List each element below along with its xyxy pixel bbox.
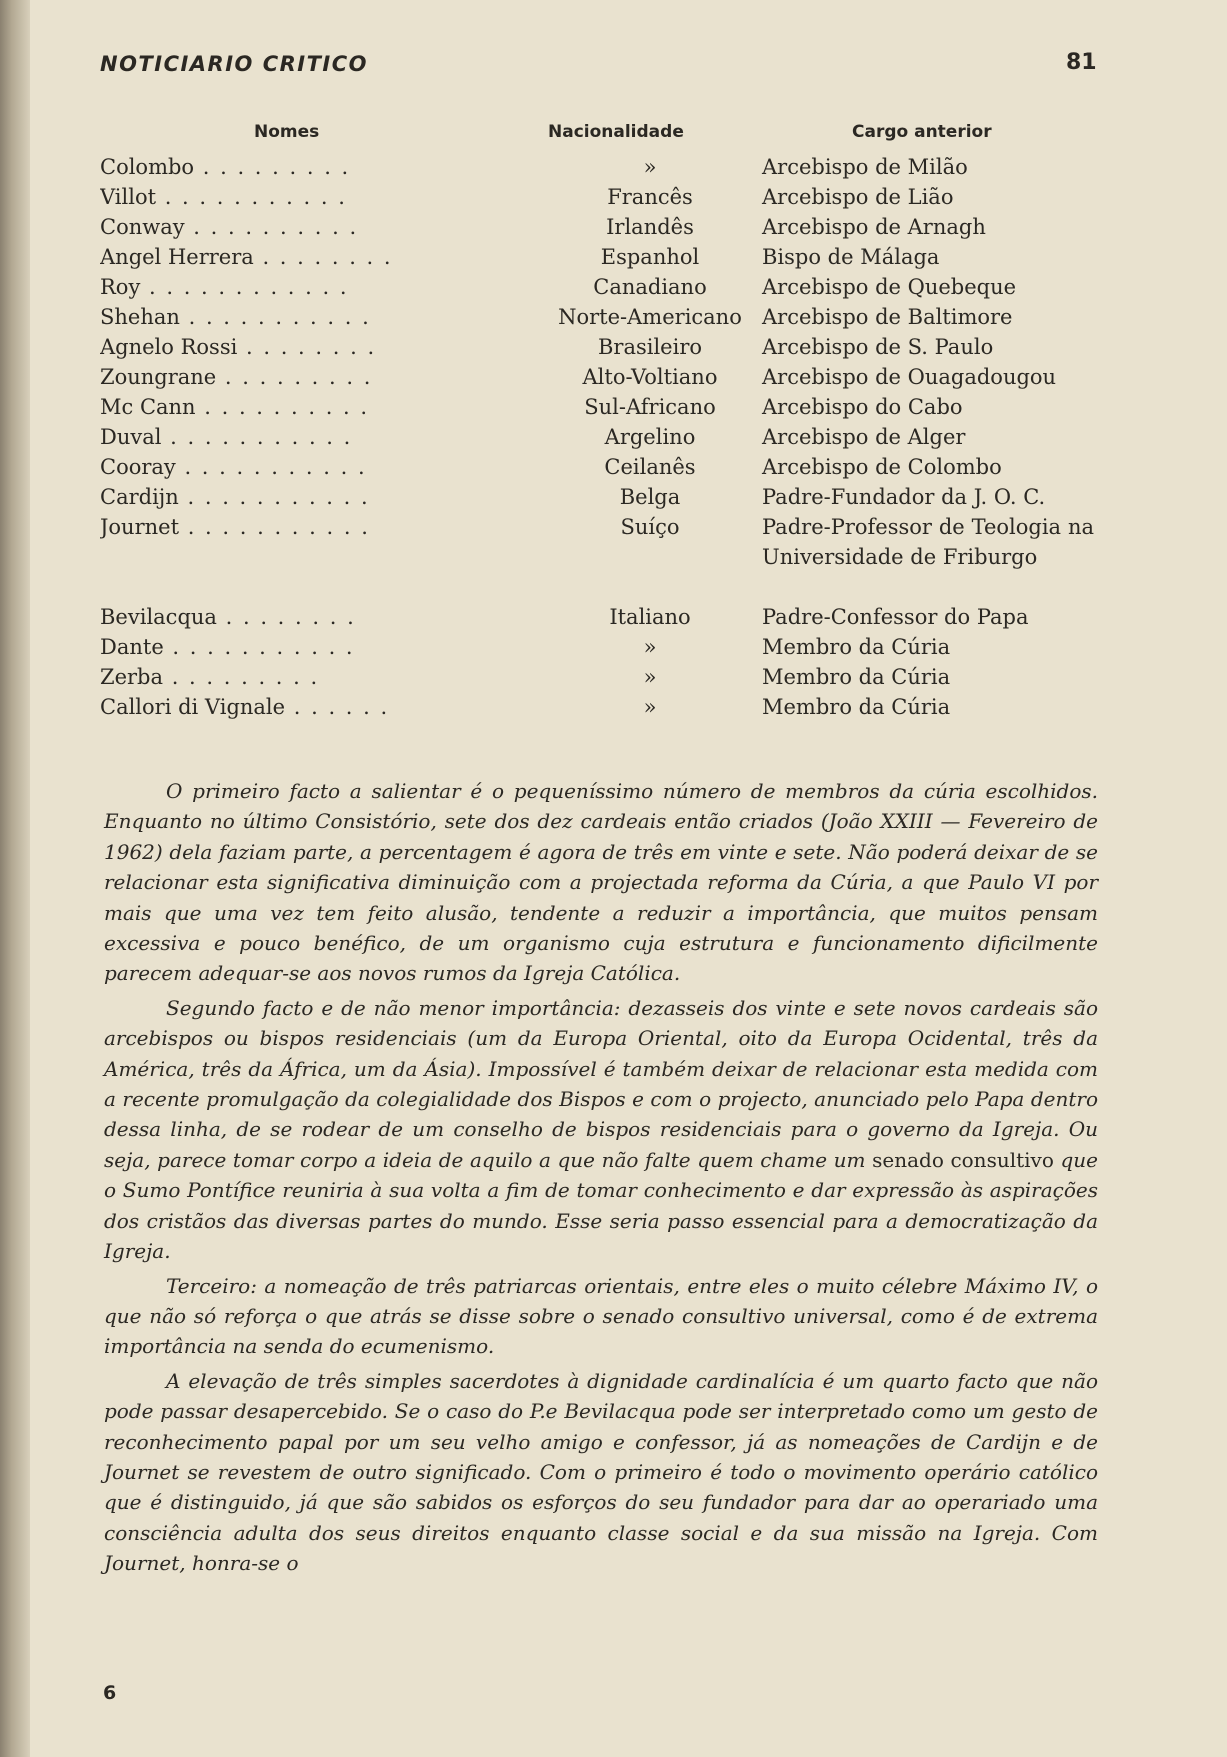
leader-dots: . . . . . . . . . . . . [140, 275, 349, 299]
paragraph-fourth-fact: A elevação de três simples sacerdotes à dignidade cardinalícia é um quarto facto que não pode passar desapercebido. Se o caso do P.e Bevilacqua pode ser interpretado como um gesto de reconhecimento papal por um seu velho amigo e confessor, já as nomeações de Cardijn e de Journet se revestem de outro significado. Com o primeiro é todo o movimento operário católico que é distinguido, já que são sabidos os esforços do seu fundador para dar ao operariado uma consciência adulta dos seus direitos enquanto classe social e da sua missão na Igreja. Com Journet, honra-se o [104, 1368, 1098, 1576]
leader-dots: . . . . . . . . . [216, 365, 373, 389]
cardinal-name: Zerba [100, 665, 164, 689]
cardinal-name: Villot [100, 185, 157, 209]
leader-dots: . . . . . . . . . . . [161, 425, 353, 449]
leader-dots: . . . . . . . . . . . [179, 305, 371, 329]
leader-dots: . . . . . . . . [237, 335, 377, 359]
cardinal-nationality: Ceilanês [604, 455, 696, 479]
cardinal-name: Mc Cann [100, 395, 196, 419]
cardinal-previous-role: Arcebispo de Colombo [762, 455, 1002, 479]
cardinal-name: Dante [100, 635, 164, 659]
leader-dots: . . . . . . . . . . [184, 215, 359, 239]
column-header-nationality: Nacionalidade [548, 122, 684, 142]
cardinal-nationality: » [643, 695, 657, 719]
cardinal-previous-role: Arcebispo de Alger [762, 425, 966, 449]
cardinal-name: Shehan [100, 305, 180, 329]
cardinal-previous-role: Membro da Cúria [762, 635, 951, 659]
cardinal-previous-role: Arcebispo de S. Paulo [762, 335, 994, 359]
cardinal-previous-role: Padre-Professor de Teologia na Universidade de Friburgo [762, 515, 1094, 569]
cardinal-nationality: Brasileiro [597, 335, 703, 359]
leader-dots: . . . . . . . . [216, 605, 356, 629]
column-header-names: Nomes [254, 122, 320, 142]
running-header: NOTICIARIO CRITICO [100, 52, 368, 76]
cardinal-nationality: Sul-Africano [584, 395, 716, 419]
leader-dots: . . . . . . . . . . . [178, 485, 370, 509]
signature-mark: 6 [103, 1682, 117, 1704]
cardinal-previous-role: Padre-Confessor do Papa [762, 605, 1029, 629]
paragraph-third-fact: Terceiro: a nomeação de três patriarcas orientais, entre eles o muito célebre Máximo IV, o que não só reforça o que atrás se disse sobre o senado consultivo universal, como é de extrema importância na senda do ecumenismo. [104, 1273, 1098, 1359]
cardinal-nationality: Italiano [609, 605, 691, 629]
leader-dots: . . . . . . . . . [163, 665, 320, 689]
cardinal-nationality: Espanhol [600, 245, 700, 269]
cardinal-name: Journet [100, 515, 180, 539]
cardinal-previous-role: Arcebispo de Milão [762, 155, 968, 179]
emphasis-term: senado consultivo [872, 1147, 1054, 1172]
cardinal-nationality: » [643, 635, 657, 659]
cardinal-previous-role: Arcebispo de Ouagadougou [762, 365, 1057, 389]
leader-dots: . . . . . . . . . . . [179, 515, 370, 539]
cardinal-name: Bevilacqua [100, 605, 217, 629]
leader-dots: . . . . . . . . . . [195, 395, 370, 419]
page-number: 81 [1066, 50, 1097, 75]
cardinal-name: Callori di Vignale [100, 695, 286, 719]
leader-dots: . . . . . . . . . . . [163, 635, 355, 659]
column-header-previous-role: Cargo anterior [852, 122, 992, 142]
paragraph-text: Segundo facto e de não menor importância: dezasseis dos vinte e sete novos cardeais são arcebispos ou bispos residenciais (um da Europa Oriental, oito da Europa Ocidental, três da América, três da África, um da Ásia). Impossível é também deixar de relacionar esta medida com a recente promulgação da colegialidade dos Bispos e com o projecto, anunciado pelo Papa dentro dessa linha, de se rodear de um conselho de bispos residenciais para o governo da Igreja. Ou seja, parece tomar corpo a ideia de aquilo a que não falte quem chame um [104, 995, 1098, 1172]
cardinal-previous-role: Arcebispo do Cabo [762, 395, 963, 419]
cardinal-previous-role: Arcebispo de Quebeque [762, 275, 1017, 299]
leader-dots: . . . . . . . . . [194, 155, 351, 179]
leader-dots: . . . . . . . . . . . [156, 185, 347, 209]
cardinal-name: Duval [100, 425, 162, 449]
cardinal-name: Zoungrane [100, 365, 217, 389]
cardinal-nationality: Norte-Americano [558, 305, 742, 329]
paragraph-first-fact: O primeiro facto a salientar é o pequeníssimo número de membros da cúria escolhidos. Enquanto no último Consistório, sete dos dez cardeais então criados (João XXIII — Fevereiro de 1962) dela faziam parte, a percentagem é agora de três em vinte e sete. Não poderá deixar de se relacionar esta significativa diminuição com a projectada reforma da Cúria, a que Paulo VI por mais que uma vez tem feito alusão, tendente a reduzir a importância, que muitos pensam excessiva e pouco benéfico, de um organismo cuja estrutura e funcionamento dificilmente parecem adequar-se aos novos rumos da Igreja Católica. [104, 779, 1098, 986]
cardinal-nationality: » [643, 155, 657, 179]
cardinal-name: Cardijn [100, 485, 179, 509]
cardinal-previous-role: Arcebispo de Arnagh [762, 215, 986, 239]
cardinal-nationality: Suíço [620, 515, 680, 539]
cardinal-nationality: Francês [607, 185, 693, 209]
cardinal-previous-role: Membro da Cúria [762, 695, 951, 719]
cardinal-nationality: Belga [619, 485, 681, 509]
paragraph-second-fact [104, 993, 1098, 1267]
cardinal-nationality: Alto-Voltiano [582, 365, 718, 389]
article-body [104, 776, 1098, 1583]
leader-dots: . . . . . . . . . . . [175, 455, 367, 479]
leader-dots: . . . . . . [285, 695, 390, 719]
cardinal-previous-role: Padre-Fundador da J. O. C. [762, 485, 1046, 509]
cardinal-previous-role: Membro da Cúria [762, 665, 951, 689]
cardinal-name: Roy [100, 275, 141, 299]
cardinal-name: Cooray [100, 455, 176, 479]
paragraph-text: que o Sumo Pontífice reuniria à sua volta a fim de tomar conhecimento e dar expressão às aspirações dos cristãos das diversas partes do mundo. Esse seria passo essencial para a democratização da Igreja. [104, 1147, 1099, 1264]
cardinal-previous-role: Arcebispo de Baltimore [762, 305, 1013, 329]
cardinal-nationality: » [643, 665, 657, 689]
cardinal-previous-role: Arcebispo de Lião [762, 185, 954, 209]
cardinal-nationality: Irlandês [606, 215, 694, 239]
cardinal-name: Conway [100, 215, 185, 239]
cardinal-previous-role: Bispo de Málaga [762, 245, 940, 269]
cardinal-name: Angel Herrera [100, 245, 254, 269]
cardinal-nationality: Argelino [604, 425, 696, 449]
cardinal-name: Agnelo Rossi [100, 335, 238, 359]
cardinal-name: Colombo [100, 155, 195, 179]
binding-edge [0, 0, 30, 1757]
leader-dots: . . . . . . . . [253, 245, 393, 269]
cardinal-nationality: Canadiano [593, 275, 707, 299]
